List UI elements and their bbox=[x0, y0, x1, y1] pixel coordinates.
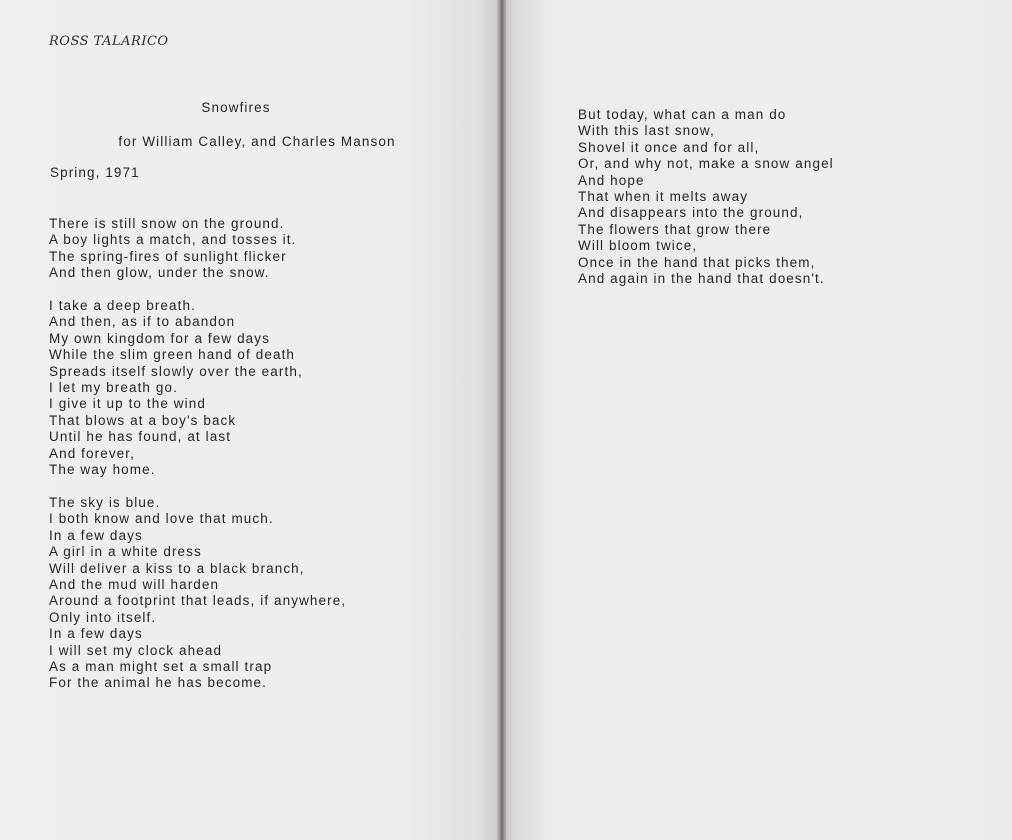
poem-line: And forever, bbox=[49, 445, 135, 461]
poem-line: With this last snow, bbox=[578, 123, 715, 139]
poem-line: Will bloom twice, bbox=[578, 238, 698, 254]
poem-line: The sky is blue. bbox=[49, 495, 161, 510]
poem-line: Spreads itself slowly over the earth, bbox=[49, 363, 303, 379]
poem-line: A girl in a white dress bbox=[49, 544, 202, 560]
poem-line: And again in the hand that doesn't. bbox=[578, 270, 825, 286]
poem-line: Shovel it once and for all, bbox=[578, 139, 760, 155]
poem-line: Around a footprint that leads, if anywhere, bbox=[49, 593, 347, 609]
stanza-3 bbox=[49, 495, 346, 692]
poem-line: There is still snow on the ground. bbox=[49, 216, 285, 231]
stanza-2 bbox=[49, 298, 303, 478]
poem-line: That when it melts away bbox=[578, 188, 749, 204]
stanza-4 bbox=[578, 107, 834, 287]
poem-line: Only into itself. bbox=[49, 609, 157, 625]
poem-line: I let my breath go. bbox=[49, 379, 178, 395]
poem-line: Will deliver a kiss to a black branch, bbox=[49, 560, 305, 576]
poem-line: Once in the hand that picks them, bbox=[578, 254, 816, 270]
poem-line: The way home. bbox=[49, 461, 156, 477]
poem-line: And hope bbox=[578, 172, 645, 188]
poem-line: I will set my clock ahead bbox=[49, 642, 223, 658]
running-header-author: ROSS TALARICO bbox=[49, 34, 169, 49]
poem-line: While the slim green hand of death bbox=[49, 347, 296, 363]
poem-line: A boy lights a match, and tosses it. bbox=[49, 232, 297, 248]
poem-line: And then, as if to abandon bbox=[49, 314, 236, 330]
poem-line: I give it up to the wind bbox=[49, 396, 206, 412]
poem-line: But today, what can a man do bbox=[578, 107, 787, 122]
poem-line: As a man might set a small trap bbox=[49, 658, 273, 674]
poem-line: And the mud will harden bbox=[49, 576, 220, 592]
stanza-1 bbox=[49, 216, 296, 282]
poem-dedication: for William Calley, and Charles Manson bbox=[118, 134, 396, 149]
left-page bbox=[0, 0, 500, 840]
poem-line: My own kingdom for a few days bbox=[49, 330, 270, 346]
poem-line: The spring-fires of sunlight flicker bbox=[49, 248, 287, 264]
poem-line: For the animal he has become. bbox=[49, 675, 267, 691]
poem-line: That blows at a boy's back bbox=[49, 412, 237, 428]
poem-line: I take a deep breath. bbox=[49, 298, 196, 313]
poem-line: And disappears into the ground, bbox=[578, 205, 804, 221]
poem-line: Or, and why not, make a snow angel bbox=[578, 156, 834, 172]
poem-line: In a few days bbox=[49, 527, 143, 543]
poem-line: Until he has found, at last bbox=[49, 429, 232, 445]
poem-date: Spring, 1971 bbox=[50, 165, 140, 180]
poem-line: In a few days bbox=[49, 626, 143, 642]
poem-line: The flowers that grow there bbox=[578, 221, 772, 237]
poem-line: I both know and love that much. bbox=[49, 511, 274, 527]
poem-title: Snowfires bbox=[201, 100, 271, 115]
poem-line: And then glow, under the snow. bbox=[49, 265, 270, 281]
book-spine bbox=[496, 0, 506, 840]
